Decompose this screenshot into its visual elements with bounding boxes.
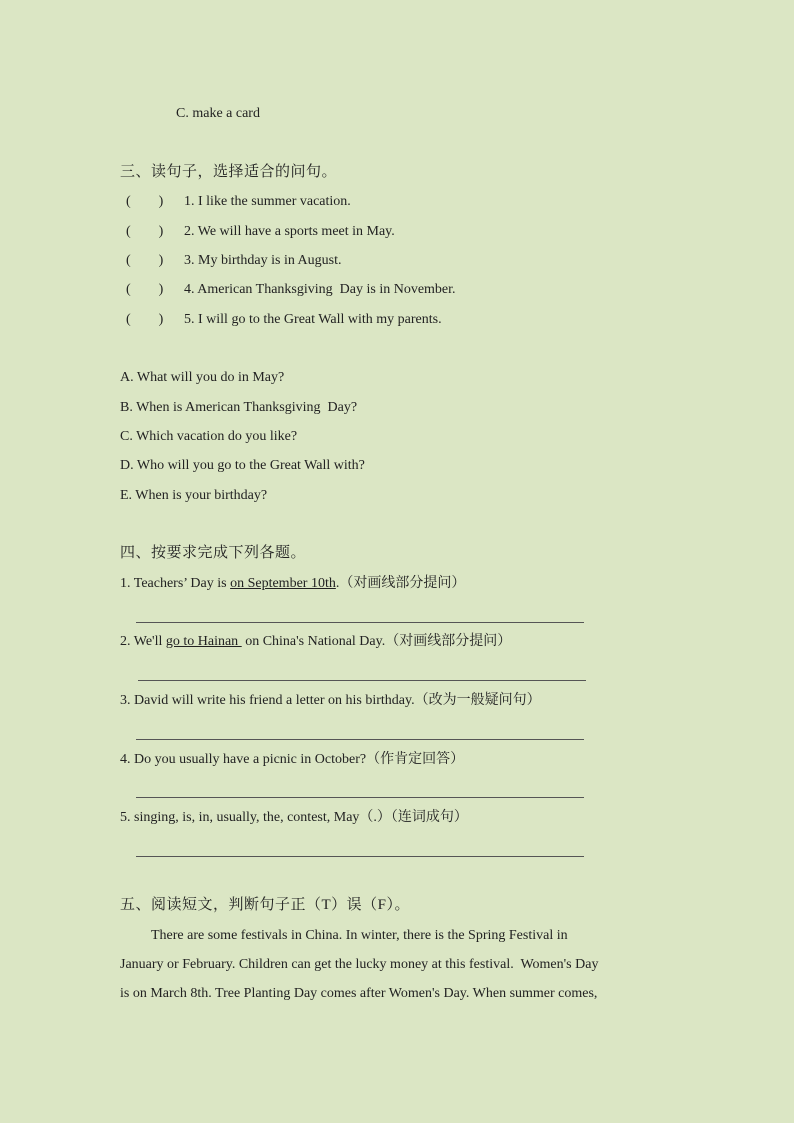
underlined-phrase: on September 10th	[230, 576, 336, 591]
question-instruction: on China's National Day.（对画线部分提问）	[241, 634, 512, 649]
section-3-item-4	[126, 281, 456, 299]
passage-line-2: January or February. Children can get the lucky money at this festival. Women's Day	[120, 957, 599, 972]
question-text: 2. We'll	[120, 634, 166, 649]
section-3-item-2	[126, 223, 395, 241]
sentence-text: 5. I will go to the Great Wall with my parents.	[184, 312, 442, 327]
underlined-phrase: go to Hainan	[165, 634, 242, 649]
section-3-item-1	[126, 193, 351, 211]
option-c-make-card: C. make a card	[176, 106, 260, 121]
question-text: 1. Teachers’ Day is	[120, 576, 231, 591]
section-4-heading: 四、按要求完成下列各题。	[120, 545, 307, 561]
question-2	[120, 633, 511, 651]
section-3-item-5	[126, 311, 442, 329]
answer-paren: ( )	[126, 224, 164, 239]
answer-paren: ( )	[126, 253, 164, 268]
passage-line-1: There are some festivals in China. In winter, there is the Spring Festival in	[151, 928, 568, 943]
question-5: 5. singing, is, in, usually, the, contest, May（.）（连词成句）	[120, 810, 468, 825]
sentence-text: 1. I like the summer vacation.	[184, 194, 351, 209]
answer-paren: ( )	[126, 194, 164, 209]
question-1	[120, 575, 465, 593]
answer-line-4[interactable]	[136, 797, 584, 798]
option-c: C. Which vacation do you like?	[120, 429, 298, 444]
passage-line-3: is on March 8th. Tree Planting Day comes after Women's Day. When summer comes,	[120, 986, 598, 1001]
answer-line-5[interactable]	[136, 856, 584, 857]
question-3: 3. David will write his friend a letter on his birthday.（改为一般疑问句）	[120, 693, 541, 708]
sentence-text: 4. American Thanksgiving Day is in November.	[184, 282, 456, 297]
option-a: A. What will you do in May?	[120, 370, 285, 385]
answer-paren: ( )	[126, 312, 164, 327]
section-5-heading: 五、阅读短文，判断句子正（T）误（F）。	[120, 897, 411, 913]
option-e: E. When is your birthday?	[120, 488, 268, 503]
answer-line-1[interactable]	[136, 622, 584, 623]
question-4: 4. Do you usually have a picnic in October?（作肯定回答）	[120, 752, 465, 767]
option-b: B. When is American Thanksgiving Day?	[120, 400, 358, 415]
sentence-text: 3. My birthday is in August.	[184, 253, 342, 268]
section-3-item-3	[126, 252, 342, 270]
option-d: D. Who will you go to the Great Wall with?	[120, 458, 365, 473]
answer-line-2[interactable]	[138, 680, 586, 681]
answer-paren: ( )	[126, 282, 164, 297]
answer-line-3[interactable]	[136, 739, 584, 740]
sentence-text: 2. We will have a sports meet in May.	[184, 224, 395, 239]
section-3-heading: 三、读句子，选择适合的问句。	[120, 164, 338, 180]
question-instruction: .（对画线部分提问）	[335, 576, 466, 591]
